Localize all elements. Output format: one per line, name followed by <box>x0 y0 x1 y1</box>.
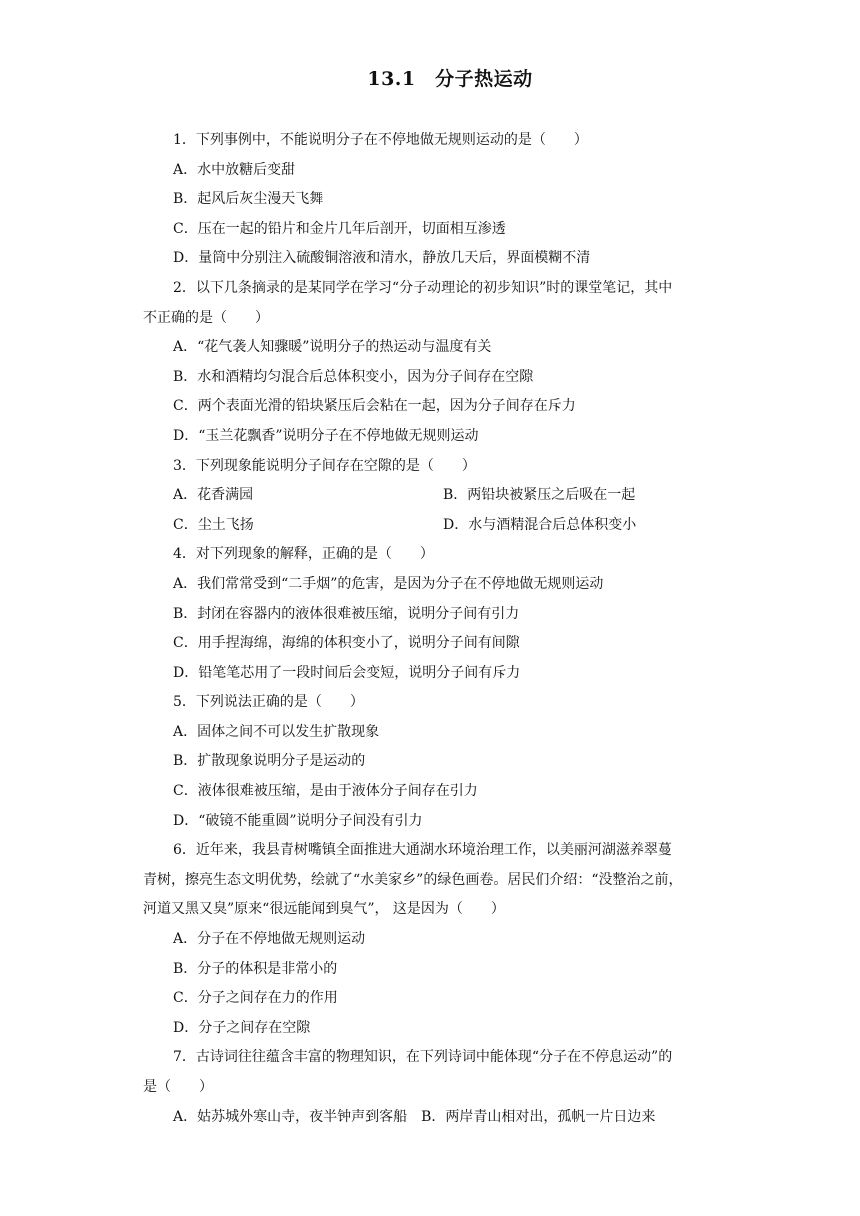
question-2-option-b: B．水和酒精均匀混合后总体积变小，因为分子间存在空隙 <box>173 368 534 385</box>
question-6-option-b: B．分子的体积是非常小的 <box>173 960 338 977</box>
question-7-stem-line-1: 7．古诗词往往蕴含丰富的物理知识，在下列诗词中能体现“分子在不停息运动”的 <box>173 1049 673 1066</box>
page-title: 13.1 分子热运动 <box>367 68 533 90</box>
question-3-options-row-1 <box>143 481 723 511</box>
question-1-option-a: A．水中放糖后变甜 <box>173 161 296 178</box>
question-2-stem-line-1: 2．以下几条摘录的是某同学在学习“分子动理论的初步知识”时的课堂笔记，其中 <box>173 279 673 296</box>
question-3-option-b: B．两铅块被紧压之后吸在一起 <box>443 487 636 504</box>
question-2-option-a: A．“花气袭人知骤暖”说明分子的热运动与温度有关 <box>173 339 492 356</box>
question-6-option-d: D．分子之间存在空隙 <box>173 1019 311 1036</box>
question-6-stem-line-1: 6．近年来，我县青树嘴镇全面推进大通湖水环境治理工作，以美丽河湖滋养翠蔓 <box>173 842 672 859</box>
question-7-option-a: A．姑苏城外寒山寺，夜半钟声到客船 <box>173 1108 408 1125</box>
question-4-option-a: A．我们常常受到“二手烟”的危害，是因为分子在不停地做无规则运动 <box>173 575 604 592</box>
question-4-option-b: B．封闭在容器内的液体很难被压缩，说明分子间有引力 <box>173 605 520 622</box>
question-7-option-b: B．两岸青山相对出，孤帆一片日边来 <box>421 1108 656 1125</box>
question-2-option-c: C．两个表面光滑的铅块紧压后会粘在一起，因为分子间存在斥力 <box>173 398 576 415</box>
question-6-stem-line-3: 河道又黑又臭”原来“很远能闻到臭气”， 这是因为（ ） <box>143 901 505 918</box>
question-5-option-b: B．扩散现象说明分子是运动的 <box>173 753 366 770</box>
question-6-option-a: A．分子在不停地做无规则运动 <box>173 931 366 948</box>
question-1-option-c: C．压在一起的铅片和金片几年后剖开，切面相互渗透 <box>173 220 506 237</box>
question-4-option-d: D．铅笔笔芯用了一段时间后会变短，说明分子间有斥力 <box>173 664 521 681</box>
question-6-stem-line-2: 青树，擦亮生态文明优势，绘就了“水美家乡”的绿色画卷。居民们介绍：“没整治之前， <box>143 871 683 888</box>
question-7-stem-line-2: 是（ ） <box>143 1079 213 1095</box>
question-3-options-row-2 <box>143 511 723 541</box>
question-3-option-d: D．水与酒精混合后总体积变小 <box>443 516 637 533</box>
question-5-option-c: C．液体很难被压缩，是由于液体分子间存在引力 <box>173 783 478 800</box>
question-list <box>143 126 723 1132</box>
question-1-option-d: D．量筒中分别注入硫酸铜溶液和清水，静放几天后，界面模糊不清 <box>173 250 591 267</box>
question-1-stem: 1．下列事例中，不能说明分子在不停地做无规则运动的是（ ） <box>173 132 588 148</box>
question-5-option-a: A．固体之间不可以发生扩散现象 <box>173 723 380 740</box>
question-2-stem-line-2: 不正确的是（ ） <box>143 309 269 326</box>
question-5-stem: 5．下列说法正确的是（ ） <box>173 694 364 711</box>
question-3-option-c: C．尘土飞扬 <box>173 516 254 533</box>
question-2-option-d: D．“玉兰花飘香”说明分子在不停地做无规则运动 <box>173 427 479 444</box>
question-1-option-b: B．起风后灰尘漫天飞舞 <box>173 191 324 208</box>
question-5-option-d: D．“破镜不能重圆”说明分子间没有引力 <box>173 812 423 829</box>
question-4-option-c: C．用手捏海绵，海绵的体积变小了，说明分子间有间隙 <box>173 635 520 652</box>
question-6-option-c: C．分子之间存在力的作用 <box>173 990 338 1007</box>
question-7-options-row-1 <box>143 1103 723 1133</box>
question-3-option-a: A．花香满园 <box>173 487 254 504</box>
question-3-stem: 3．下列现象能说明分子间存在空隙的是（ ） <box>173 457 476 474</box>
question-4-stem: 4．对下列现象的解释，正确的是（ ） <box>173 546 434 563</box>
